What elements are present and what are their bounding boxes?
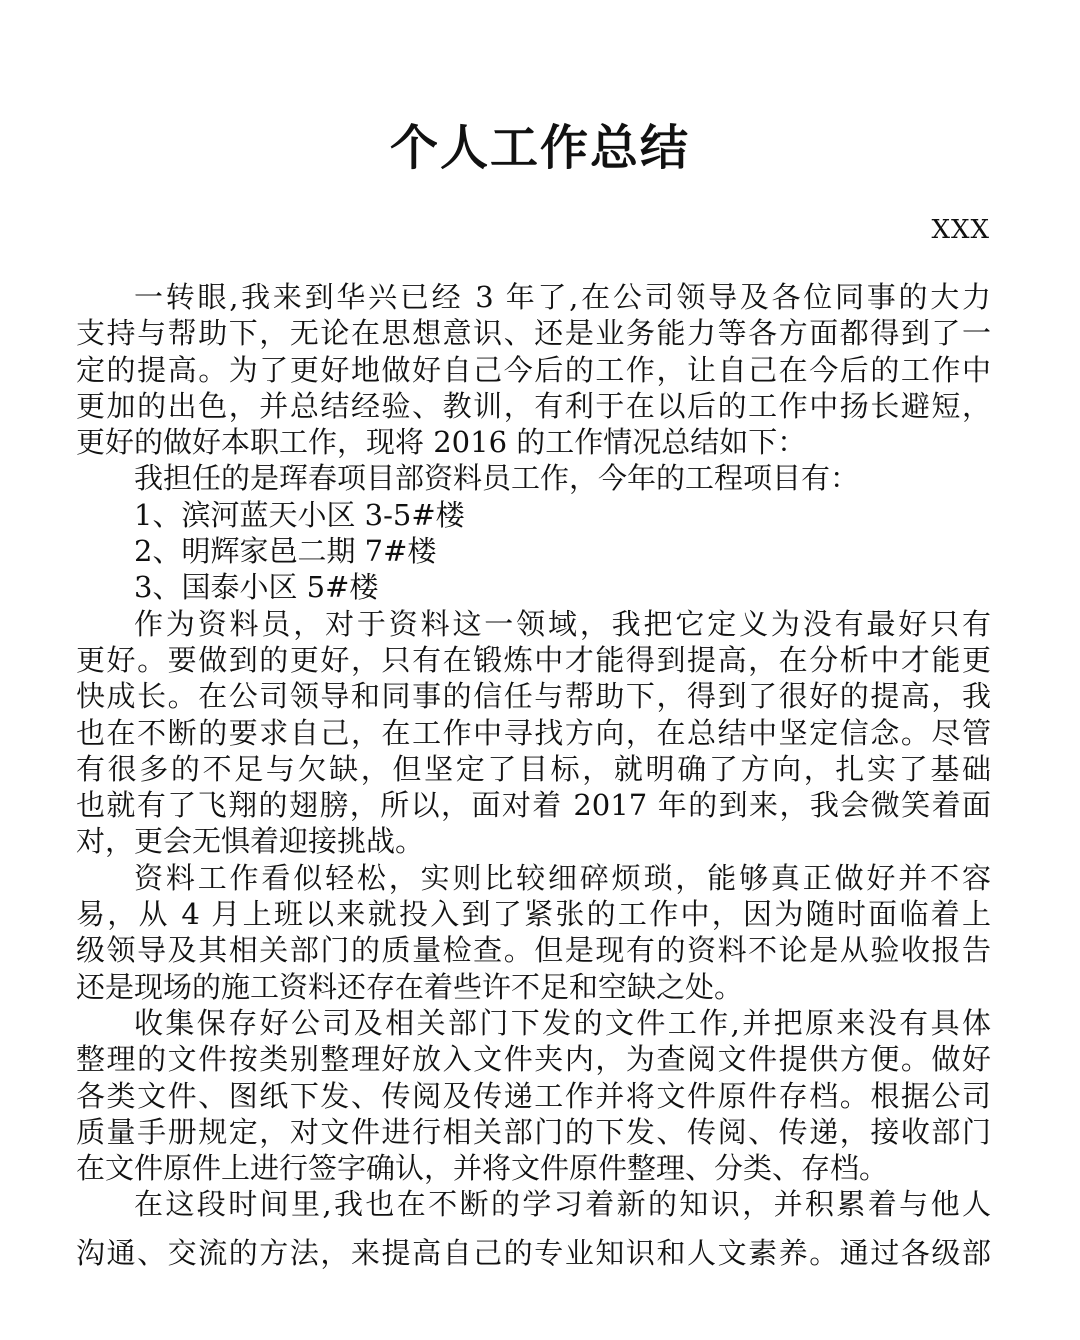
document-title: 个人工作总结 bbox=[389, 120, 690, 176]
body-line: 也在不断的要求自己，在工作中寻找方向，在总结中坚定信念。尽管 bbox=[76, 715, 991, 750]
body-line: 快成长。在公司领导和同事的信任与帮助下，得到了很好的提高，我 bbox=[76, 679, 991, 714]
body-line: 作为资料员，对于资料这一领域，我把它定义为没有最好只有 bbox=[134, 606, 991, 641]
body-line: 一转眼,我来到华兴已经 3 年了,在公司领导及各位同事的大力 bbox=[134, 280, 991, 314]
body-line: 还是现场的施工资料还存在着些许不足和空缺之处。 bbox=[76, 969, 744, 1004]
body-line: 各类文件、图纸下发、传阅及传递工作并将文件原件存档。根据公司 bbox=[76, 1078, 991, 1113]
body-line: 沟通、交流的方法，来提高自己的专业知识和人文素养。通过各级部 bbox=[76, 1235, 991, 1270]
body-line: 收集保存好公司及相关部门下发的文件工作,并把原来没有具体 bbox=[134, 1005, 991, 1040]
body-line: 我担任的是珲春项目部资料员工作，今年的工程项目有： bbox=[134, 461, 860, 496]
body-line: 定的提高。为了更好地做好自己今后的工作，让自己在今后的工作中 bbox=[76, 352, 991, 387]
body-line: 3、国泰小区 5#楼 bbox=[134, 570, 379, 605]
body-line: 资料工作看似轻松，实则比较细碎烦琐，能够真正做好并不容 bbox=[134, 860, 991, 895]
body-line: 更加的出色，并总结经验、教训，有利于在以后的工作中扬长避短， bbox=[76, 388, 991, 423]
body-line: 在文件原件上进行签字确认，并将文件原件整理、分类、存档。 bbox=[76, 1151, 889, 1186]
body-line: 易，从 4 月上班以来就投入到了紧张的工作中，因为随时面临着上 bbox=[76, 897, 991, 932]
body-line: 支持与帮助下，无论在思想意识、还是业务能力等各方面都得到了一 bbox=[76, 316, 991, 351]
body-line: 整理的文件按类别整理好放入文件夹内，为查阅文件提供方便。做好 bbox=[76, 1042, 991, 1077]
document-author: XXX bbox=[931, 215, 990, 245]
body-line: 在这段时间里,我也在不断的学习着新的知识，并积累着与他人 bbox=[134, 1187, 991, 1222]
body-line: 更好。要做到的更好，只有在锻炼中才能得到提高，在分析中才能更 bbox=[76, 642, 991, 677]
document-body bbox=[76, 279, 991, 1271]
body-line: 对，更会无惧着迎接挑战。 bbox=[76, 824, 425, 859]
line-gap bbox=[76, 1223, 991, 1235]
body-line: 更好的做好本职工作，现将 2016 的工作情况总结如下： bbox=[76, 425, 807, 460]
body-line: 有很多的不足与欠缺，但坚定了目标，就明确了方向，扎实了基础 bbox=[76, 751, 991, 786]
body-line: 也就有了飞翔的翅膀，所以，面对着 2017 年的到来，我会微笑着面 bbox=[76, 788, 991, 823]
body-line: 1、滨河蓝天小区 3-5#楼 bbox=[134, 497, 465, 532]
body-line: 质量手册规定，对文件进行相关部门的下发、传阅、传递，接收部门 bbox=[76, 1114, 991, 1149]
body-line: 级领导及其相关部门的质量检查。但是现有的资料不论是从验收报告 bbox=[76, 933, 991, 968]
body-line: 2、明辉家邑二期 7#楼 bbox=[134, 534, 437, 569]
